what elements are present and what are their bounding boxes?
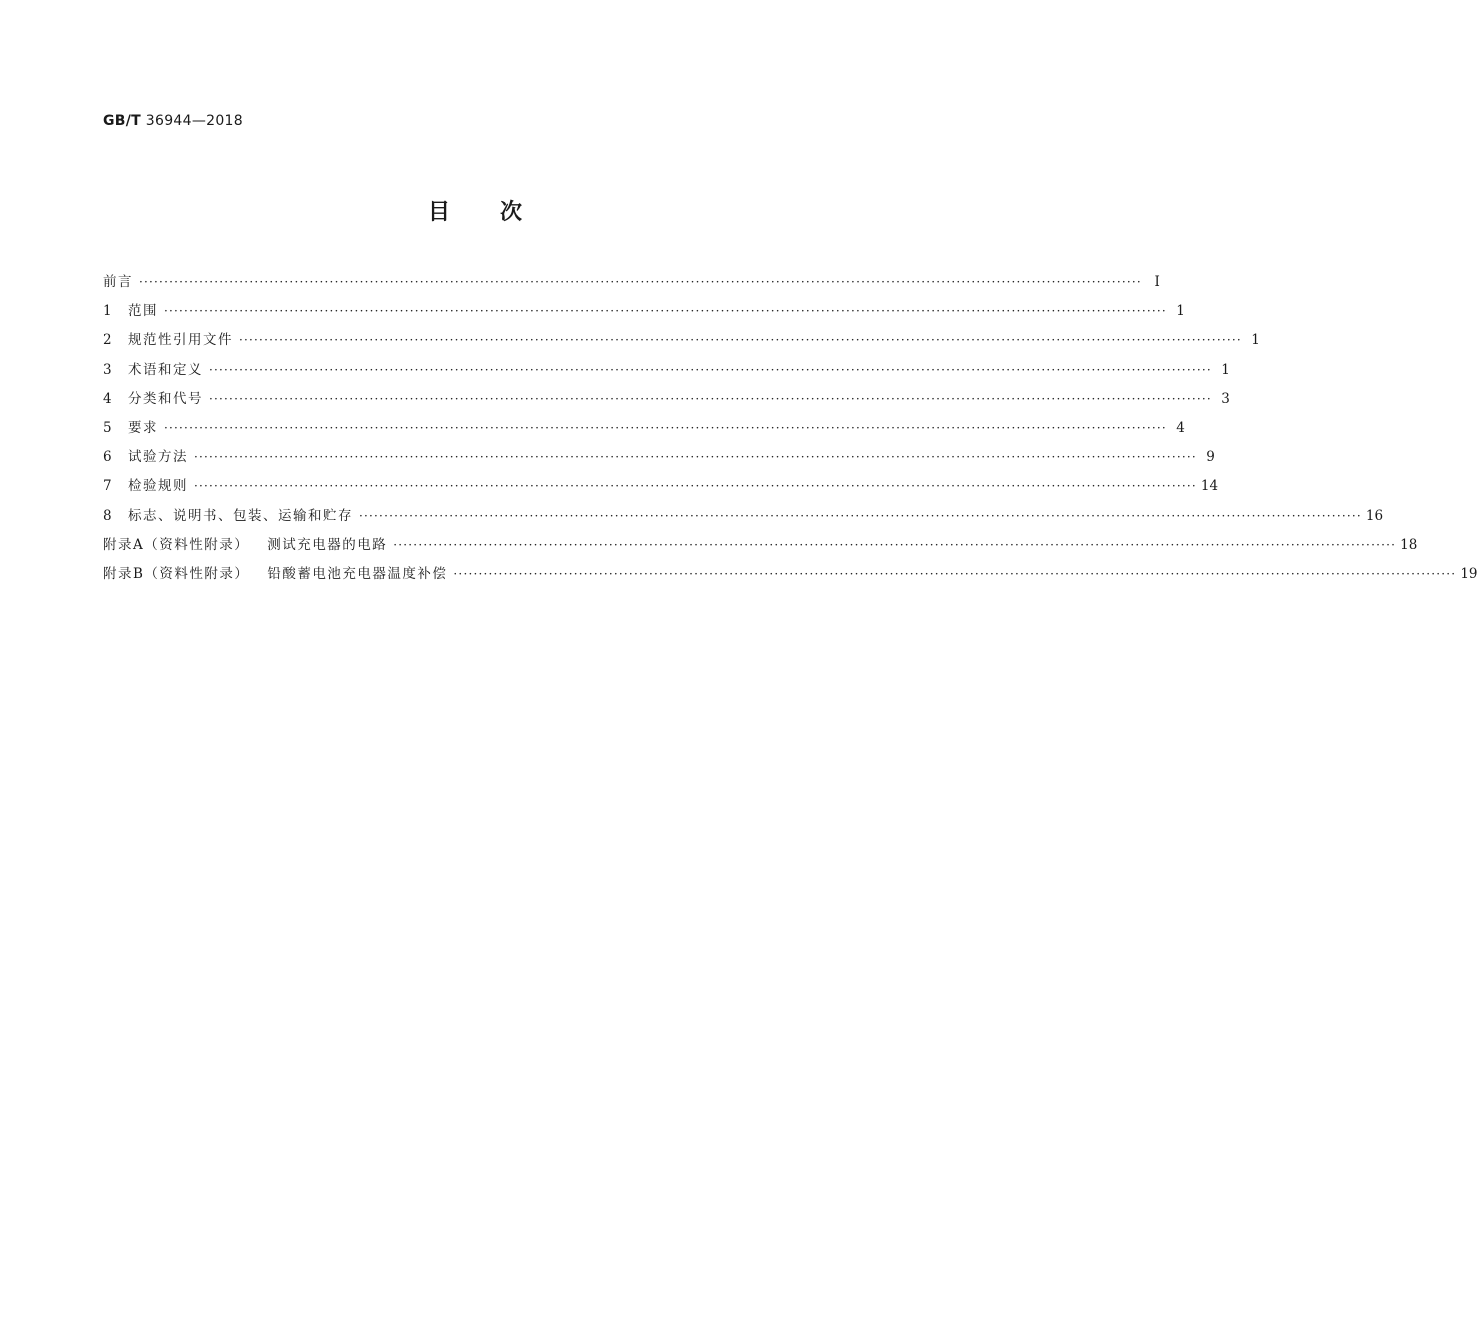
toc-entry-page: I <box>1154 274 1160 290</box>
dot-leader: ········································································································································································································ <box>393 537 1397 552</box>
dot-leader: ········································································································································································································ <box>453 566 1457 581</box>
dot-leader: ········································································································································································································ <box>139 275 1142 289</box>
toc-entry-page: 16 <box>1365 507 1384 524</box>
appendix-label: 附录A（资料性附录） <box>103 536 250 553</box>
toc-entry-page: 1 <box>1251 332 1260 349</box>
toc-entry-text <box>103 533 387 553</box>
toc-entry-page: 1 <box>1176 303 1185 320</box>
toc-entry-1[interactable] <box>103 299 1185 328</box>
dot-leader: ········································································································································································································ <box>209 391 1212 406</box>
appendix-label: 附录B（资料性附录） <box>103 565 250 582</box>
toc-entry-number: 5 <box>103 419 112 436</box>
toc-entry-page: 3 <box>1221 390 1230 407</box>
appendix-title: 测试充电器的电路 <box>267 536 388 553</box>
standard-code <box>103 113 243 129</box>
toc-entry-text: 要求 <box>128 419 158 436</box>
dot-leader: ········································································································································································································ <box>164 420 1167 435</box>
toc-entry-number: 1 <box>103 303 112 320</box>
dot-leader: ········································································································································································································ <box>194 450 1197 465</box>
dot-leader: ········································································································································································································ <box>194 479 1197 494</box>
toc-entry-text: 术语和定义 <box>128 361 203 378</box>
toc-entry-8[interactable] <box>103 504 1384 533</box>
toc-entry-page: 19 <box>1460 565 1478 582</box>
toc-entry-appendix-b[interactable] <box>103 562 1478 591</box>
toc-entry-text: 前言 <box>103 274 133 290</box>
toc-entry-text <box>103 562 447 582</box>
toc-entry-number: 8 <box>103 507 112 524</box>
toc-entry-2[interactable] <box>103 328 1260 357</box>
dot-leader: ········································································································································································································ <box>239 333 1242 348</box>
toc-entry-number: 7 <box>103 478 112 495</box>
appendix-title: 铅酸蓄电池充电器温度补偿 <box>267 565 448 582</box>
dot-leader: ········································································································································································································ <box>359 508 1362 523</box>
toc-entry-3[interactable] <box>103 358 1230 387</box>
toc-entry-text: 范围 <box>128 303 158 320</box>
toc-entry-text: 检验规则 <box>128 478 188 495</box>
toc-entry-number: 2 <box>103 332 112 349</box>
toc-entry-page: 4 <box>1176 419 1185 436</box>
dot-leader: ········································································································································································································ <box>164 304 1167 319</box>
toc-entry-page: 9 <box>1206 449 1215 466</box>
toc-entry-4[interactable] <box>103 387 1230 416</box>
toc-entry-page: 18 <box>1400 536 1418 553</box>
toc-entry-page: 1 <box>1221 361 1230 378</box>
toc-entry-appendix-a[interactable] <box>103 533 1418 562</box>
toc-entry-5[interactable] <box>103 416 1185 445</box>
toc-entry-text: 试验方法 <box>128 449 188 466</box>
toc-entry-6[interactable] <box>103 445 1215 474</box>
toc-entry-text: 分类和代号 <box>128 390 203 407</box>
toc-entry-text: 标志、说明书、包装、运输和贮存 <box>128 507 353 524</box>
toc-entry-foreword[interactable] <box>103 270 1160 299</box>
toc-entry-7[interactable] <box>103 474 1219 503</box>
toc-entry-text: 规范性引用文件 <box>128 332 233 349</box>
standard-prefix: GB/T <box>103 113 142 129</box>
toc-entry-number: 3 <box>103 361 112 378</box>
standard-number: 36944—2018 <box>145 113 243 129</box>
toc-entry-number: 6 <box>103 449 112 466</box>
toc-title: 目次 <box>427 200 572 225</box>
toc-entry-number: 4 <box>103 390 112 407</box>
dot-leader: ········································································································································································································ <box>209 362 1212 377</box>
table-of-contents <box>103 270 1478 591</box>
toc-entry-page: 14 <box>1200 478 1219 495</box>
